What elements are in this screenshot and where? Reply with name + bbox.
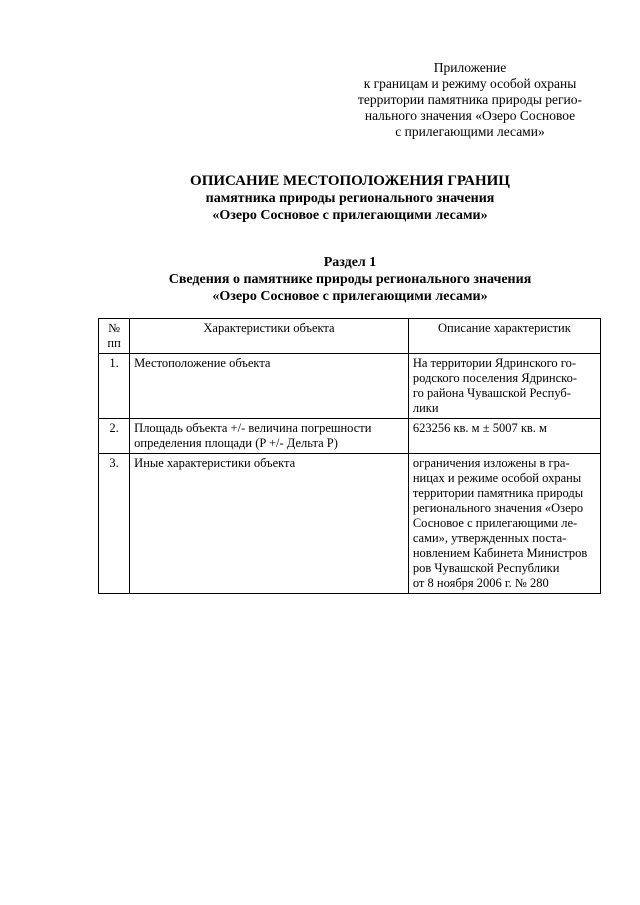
section-heading [0, 254, 640, 305]
appendix-line: к границам и режиму особой охраны [363, 76, 577, 91]
document-title [0, 173, 640, 224]
header-characteristics: Характеристики объекта [130, 319, 409, 354]
header-number-line: № [108, 321, 121, 335]
header-number [99, 319, 130, 354]
description-line: На территории Ядринского го- [412, 356, 577, 370]
section-number: Раздел 1 [323, 255, 377, 270]
appendix-line: с прилегающими лесами» [395, 124, 545, 139]
header-description: Описание характеристик [408, 319, 600, 354]
table-row [99, 354, 601, 419]
table-header-row [99, 319, 601, 354]
header-number-line: пп [107, 336, 121, 350]
description-line: ров Чувашской Республики [412, 561, 560, 575]
table-row [99, 454, 601, 594]
object-info-table [98, 318, 601, 594]
row-description [408, 354, 600, 419]
description-line: лики [412, 401, 439, 415]
title-line: ОПИСАНИЕ МЕСТОПОЛОЖЕНИЯ ГРАНИЦ [190, 173, 510, 189]
description-line: ницах и режиме особой охраны [412, 471, 582, 485]
description-line: территории памятника природы [412, 486, 584, 500]
description-line: ограничения изложены в гра- [412, 456, 570, 470]
description-line: регионального значения «Озеро [412, 501, 584, 515]
description-line: от 8 ноября 2006 г. № 280 [412, 576, 549, 590]
description-line: новлением Кабинета Министров [412, 546, 588, 560]
description-line: Сосновое с прилегающими ле- [412, 516, 578, 530]
row-characteristic: Иные характеристики объекта [130, 454, 409, 594]
row-number: 1. [99, 354, 130, 419]
appendix-line: территории памятника природы регио- [357, 92, 583, 107]
section-line: Сведения о памятнике природы регионального значения [168, 272, 532, 287]
appendix-header [330, 60, 610, 140]
row-number: 3. [99, 454, 130, 594]
appendix-line: нального значения «Озеро Сосновое [364, 108, 576, 123]
description-line: родского поселения Ядринско- [412, 371, 578, 385]
description-line: сами», утвержденных поста- [412, 531, 567, 545]
title-line: памятника природы регионального значения [205, 191, 495, 206]
characteristic-line: определения площади (P +/- Дельта P) [134, 436, 338, 450]
description-line: го района Чувашской Респуб- [412, 386, 571, 400]
title-line: «Озеро Сосновое с прилегающими лесами» [212, 208, 488, 223]
row-characteristic: Местоположение объекта [130, 354, 409, 419]
row-description [408, 454, 600, 594]
row-characteristic [130, 419, 409, 454]
appendix-line: Приложение [433, 60, 507, 75]
row-number: 2. [99, 419, 130, 454]
section-line: «Озеро Сосновое с прилегающими лесами» [212, 289, 488, 304]
row-description: 623256 кв. м ± 5007 кв. м [408, 419, 600, 454]
table-row [99, 419, 601, 454]
characteristic-line: Площадь объекта +/- величина погрешности [134, 421, 372, 435]
